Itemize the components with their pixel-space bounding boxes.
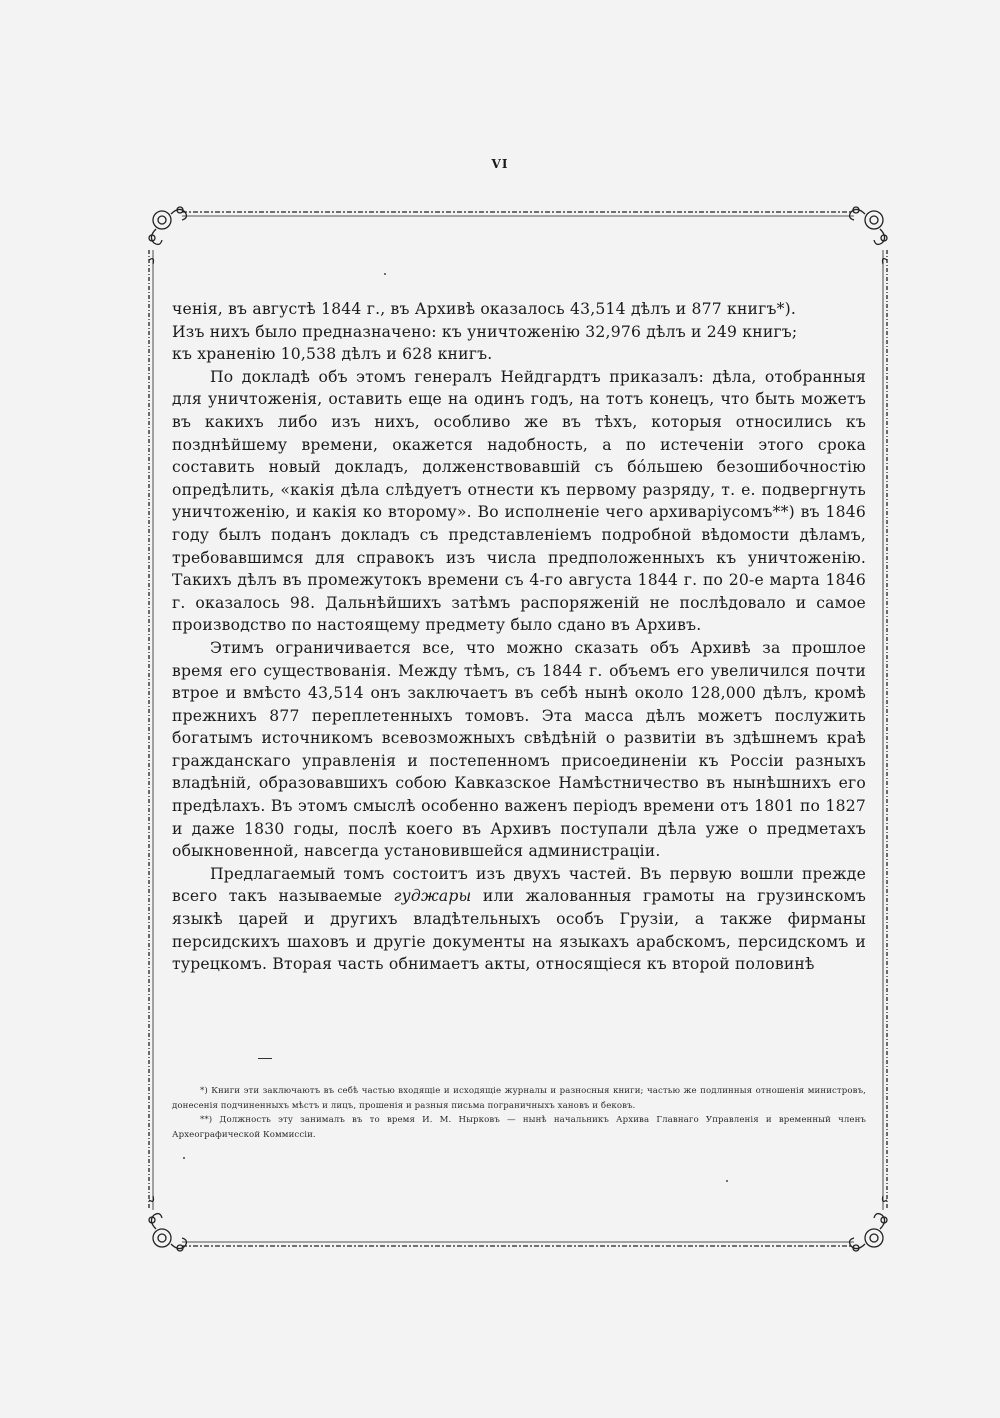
paragraph-text: или жалованныя грамоты на грузинскомъ языкѣ царей и другихъ владѣтельныхъ особъ Грузіи, а также фирманы персидскихъ шаховъ и другіе документы на языкахъ арабскомъ, персидскомъ и турецкомъ. Вторая часть обнимаетъ акты, относящіеся къ второй половинѣ — [172, 887, 866, 974]
page-number: VI — [491, 157, 509, 171]
text-line: къ храненію 10,538 дѣлъ и 628 книгъ. — [172, 345, 493, 364]
main-text — [172, 298, 866, 976]
footnote: *) Книги эти заключаютъ въ себѣ частью входящіе и исходящіе журналы и разносныя книги; частью же подлинныя отношенія министровъ, донесенія подчиненныхъ мѣстъ и лицъ, прошенія и разныя письма пограничныхъ хановъ и бековъ. — [172, 1086, 866, 1111]
paragraph — [172, 863, 866, 976]
paragraph: По докладѣ объ этомъ генералъ Нейдгардтъ приказалъ: дѣла, отобранныя для уничтоженія, оставить еще на одинъ годъ, на тотъ конецъ, что быть можетъ въ какихъ либо изъ нихъ, особливо же въ тѣхъ, которыя относились къ позднѣйшему времени, окажется надобность, а по истеченіи этого срока составить новый докладъ, долженствовавшій съ бо́льшею безошибочностію опредѣлить, «какія дѣла слѣдуетъ отнести къ первому разряду, т. е. подвергнуть уничтоженію, и какія ко второму». Во исполненіе чего архиваріусомъ**) въ 1846 году былъ поданъ докладъ съ представленіемъ подробной вѣдомости дѣламъ, требовавшимся для справокъ изъ числа предположенныхъ къ уничтоженію. Такихъ дѣлъ въ промежутокъ времени съ 4-го августа 1844 г. по 20-е марта 1846 г. оказалось 98. Дальнѣйшихъ затѣмъ распоряженій не послѣдовало и самое производство по настоящему предмету было сдано въ Архивъ. — [172, 367, 866, 635]
text-line: Изъ нихъ было предназначено: къ уничтоженію 32,976 дѣлъ и 249 книгъ; — [172, 322, 798, 341]
ink-speck — [384, 273, 386, 275]
ink-speck — [726, 1180, 728, 1182]
paragraph-text: Предлагаемый томъ состоитъ изъ двухъ частей. Въ первую вошли прежде всего такъ называемые — [172, 864, 866, 906]
text-line: ченія, въ августѣ 1844 г., въ Архивѣ оказалось 43,514 дѣлъ и 877 книгъ*). — [172, 300, 797, 318]
ink-speck — [183, 1157, 185, 1159]
footnotes — [172, 1084, 866, 1142]
italic-term: гуджары — [393, 887, 472, 906]
paragraph: Этимъ ограничивается все, что можно сказать объ Архивѣ за прошлое время его существованія. Между тѣмъ, съ 1844 г. объемъ его увеличился почти втрое и вмѣсто 43,514 онъ заключаетъ въ себѣ нынѣ около 128,000 дѣлъ, кромѣ прежнихъ 877 переплетенныхъ томовъ. Эта масса дѣлъ можетъ послужить богатымъ источникомъ всевозможныхъ свѣдѣній о развитіи въ здѣшнемъ краѣ гражданскаго управленія и постепенномъ присоединеніи къ Россіи разныхъ владѣній, образовавшихъ собою Кавказское Намѣстничество въ нынѣшнихъ его предѣлахъ. Въ этомъ смыслѣ особенно важенъ періодъ времени отъ 1801 по 1827 и даже 1830 годы, послѣ коего въ Архивъ поступали дѣла уже о предметахъ обыкновенной, навсегда установившейся администраціи. — [172, 638, 866, 861]
footnote-separator — [258, 1058, 272, 1059]
footnote: **) Должность эту занималъ въ то время И. М. Нырковъ — нынѣ начальникъ Архива Главнаго Управленія и временный членъ Археографической Коммиссіи. — [172, 1115, 866, 1140]
